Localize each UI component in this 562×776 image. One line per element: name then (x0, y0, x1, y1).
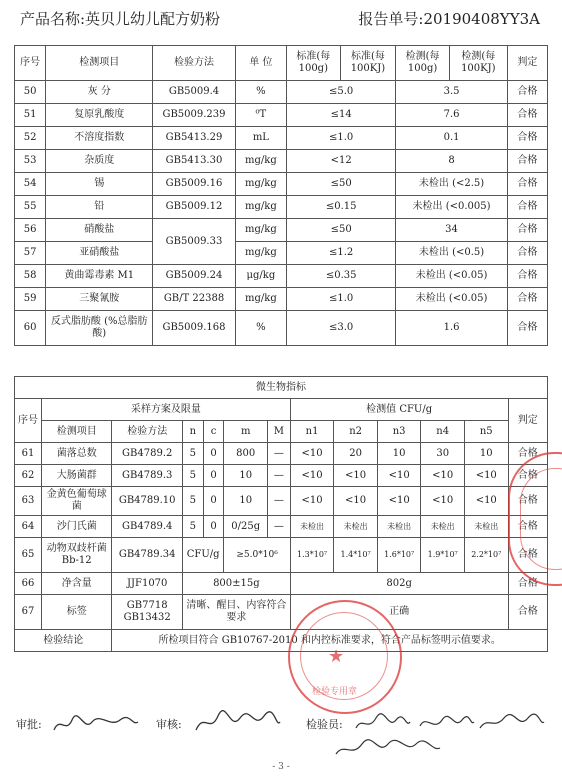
measured-value: <10 (377, 465, 421, 487)
measured-value: <10 (334, 487, 378, 516)
measured-value: 10 (377, 443, 421, 465)
measured-value: 1.3*10⁷ (290, 538, 334, 573)
unit: mg/kg (235, 219, 286, 242)
test-method: GB4789.2 (112, 443, 183, 465)
sampling-n: 5 (182, 487, 203, 516)
row-number: 57 (15, 242, 46, 265)
result-value: 未检出 (<0.05) (396, 265, 507, 288)
table-row (15, 127, 548, 150)
test-item: 黄曲霉毒素 M1 (46, 265, 153, 288)
limit-m: 10 (224, 487, 268, 516)
judgement: 合格 (508, 443, 547, 465)
test-method: GB7718 GB13432 (112, 595, 183, 630)
conclusion-text: 所检项目符合 GB10767-2010 和内控标准要求，符合产品标签明示值要求。 (112, 630, 548, 652)
column-header: 判定 (508, 399, 547, 443)
test-method: GB/T 22388 (153, 288, 236, 311)
standard-value: ≤50 (287, 173, 396, 196)
limit-m: 10 (224, 465, 268, 487)
result-value: 1.6 (396, 311, 507, 346)
column-header: M (267, 421, 290, 443)
row-number: 55 (15, 196, 46, 219)
column-header: 检验方法 (153, 46, 236, 81)
unit: mg/kg (235, 173, 286, 196)
approve-label: 审批: (16, 718, 42, 731)
judgement: 合格 (508, 595, 547, 630)
column-header: 检测项目 (41, 421, 112, 443)
limit-M: — (267, 443, 290, 465)
measured-value: 未检出 (464, 516, 508, 538)
row-number: 56 (15, 219, 46, 242)
unit: % (235, 81, 286, 104)
column-header: n1 (290, 421, 334, 443)
unit: mg/kg (235, 242, 286, 265)
report-header (14, 8, 548, 30)
standard-value: ≤5.0 (287, 81, 396, 104)
microbial-indicators-table (14, 376, 548, 652)
test-method: GB4789.3 (112, 465, 183, 487)
table-row (15, 81, 548, 104)
stamp-label: 检验专用章 (312, 687, 358, 697)
measured-value: <10 (377, 487, 421, 516)
judgement: 合格 (507, 265, 547, 288)
table-row (15, 573, 548, 595)
page-number: - 3 - (272, 762, 290, 772)
inspector-signature-2 (416, 712, 476, 736)
sampling-n: 5 (182, 516, 203, 538)
result-value: 未检出 (<0.5) (396, 242, 507, 265)
result-value: 未检出 (<0.005) (396, 196, 507, 219)
unit: mg/kg (235, 288, 286, 311)
result-value: 7.6 (396, 104, 507, 127)
row-number: 51 (15, 104, 46, 127)
inspector-signature-1 (352, 712, 412, 736)
sampling-c: 0 (203, 443, 224, 465)
test-method: GB4789.34 (112, 538, 183, 573)
measured-value: 未检出 (377, 516, 421, 538)
result-value: 0.1 (396, 127, 507, 150)
result-value: 3.5 (396, 81, 507, 104)
measured-value: <10 (421, 465, 465, 487)
standard-value: ≤1.0 (287, 288, 396, 311)
table-row (15, 173, 548, 196)
table-row (15, 288, 548, 311)
test-item: 动物双歧杆菌 Bb-12 (41, 538, 112, 573)
table-row (15, 443, 548, 465)
test-item: 硝酸盐 (46, 219, 153, 242)
inspector-label: 检验员: (306, 718, 343, 731)
conclusion-label: 检验结论 (15, 630, 112, 652)
column-header: 标准(每100KJ) (340, 46, 396, 81)
sampling-c: 0 (203, 487, 224, 516)
test-item: 标签 (41, 595, 112, 630)
inspector-signature-3 (476, 712, 546, 736)
result-value: 8 (396, 150, 507, 173)
test-method: JJF1070 (112, 573, 183, 595)
limit-M: — (267, 516, 290, 538)
unit: mL (235, 127, 286, 150)
measured-value: <10 (290, 487, 334, 516)
row-number: 66 (15, 573, 42, 595)
column-header: 判定 (507, 46, 547, 81)
test-method: GB5009.168 (153, 311, 236, 346)
column-header: c (203, 421, 224, 443)
judgement: 合格 (507, 150, 547, 173)
table-row (15, 219, 548, 242)
test-item: 金黄色葡萄球菌 (41, 487, 112, 516)
table-row (15, 196, 548, 219)
conclusion-row (15, 630, 548, 652)
table-header-row (15, 399, 548, 421)
judgement: 合格 (507, 104, 547, 127)
table-row (15, 465, 548, 487)
test-item: 沙门氏菌 (41, 516, 112, 538)
test-item: 杂质度 (46, 150, 153, 173)
table-row (15, 538, 548, 573)
test-item: 大肠菌群 (41, 465, 112, 487)
row-number: 58 (15, 265, 46, 288)
inspector-signature-4 (332, 736, 442, 762)
test-method: GB5009.16 (153, 173, 236, 196)
row-number: 61 (15, 443, 42, 465)
measured-value: 1.6*10⁷ (377, 538, 421, 573)
result-value: 未检出 (<0.05) (396, 288, 507, 311)
column-header: m (224, 421, 268, 443)
column-header: n2 (334, 421, 378, 443)
company-seal-edge (508, 452, 562, 586)
review-label: 审核: (156, 718, 182, 731)
limit-m: 800 (224, 443, 268, 465)
judgement: 合格 (507, 81, 547, 104)
unit: mg/kg (235, 150, 286, 173)
test-method: GB5009.4 (153, 81, 236, 104)
unit: mg/kg (235, 196, 286, 219)
result-value: 正确 (290, 595, 508, 630)
test-item: 亚硝酸盐 (46, 242, 153, 265)
test-method: GB4789.10 (112, 487, 183, 516)
approver-signature (50, 712, 140, 738)
table-row (15, 516, 548, 538)
column-header: n5 (464, 421, 508, 443)
row-number: 53 (15, 150, 46, 173)
measured-value: <10 (334, 465, 378, 487)
column-header: 检验方法 (112, 421, 183, 443)
column-header: 单 位 (235, 46, 286, 81)
test-item: 锡 (46, 173, 153, 196)
column-header: n (182, 421, 203, 443)
test-method: GB5009.24 (153, 265, 236, 288)
unit: ⁰T (235, 104, 286, 127)
standard-value: ≤0.35 (287, 265, 396, 288)
judgement: 合格 (508, 465, 547, 487)
test-item: 菌落总数 (41, 443, 112, 465)
unit: μg/kg (235, 265, 286, 288)
row-number: 62 (15, 465, 42, 487)
judgement: 合格 (507, 242, 547, 265)
measured-value: <10 (421, 487, 465, 516)
row-number: 63 (15, 487, 42, 516)
judgement: 合格 (507, 173, 547, 196)
test-method: GB5009.12 (153, 196, 236, 219)
standard-value: 800±15g (182, 573, 290, 595)
row-number: 59 (15, 288, 46, 311)
standard-value: ≤14 (287, 104, 396, 127)
test-method: GB4789.4 (112, 516, 183, 538)
table-row (15, 242, 548, 265)
table-row (15, 265, 548, 288)
limit-m: 0/25g (224, 516, 268, 538)
table-row (15, 150, 548, 173)
chemical-indicators-table (14, 45, 548, 346)
judgement: 合格 (508, 573, 547, 595)
measured-value: 30 (421, 443, 465, 465)
limit-M: — (267, 465, 290, 487)
test-item: 净含量 (41, 573, 112, 595)
measured-value: <10 (464, 487, 508, 516)
test-method: GB5009.239 (153, 104, 236, 127)
limit-M: — (267, 487, 290, 516)
measured-value: 2.2*10⁷ (464, 538, 508, 573)
judgement: 合格 (507, 219, 547, 242)
measured-value: 1.4*10⁷ (334, 538, 378, 573)
table-row (15, 487, 548, 516)
column-header: 检测(每100KJ) (449, 46, 507, 81)
measured-value: 1.9*10⁷ (421, 538, 465, 573)
test-method: GB5009.33 (153, 219, 236, 265)
judgement: 合格 (508, 487, 547, 516)
standard-value: 清晰、醒目、内容符合要求 (182, 595, 290, 630)
judgement: 合格 (508, 516, 547, 538)
limit-m: ≥5.0*10⁶ (224, 538, 290, 573)
column-header: 序号 (15, 46, 46, 81)
row-number: 65 (15, 538, 42, 573)
result-value: 802g (290, 573, 508, 595)
measured-value: 10 (464, 443, 508, 465)
test-item: 灰 分 (46, 81, 153, 104)
table-header-row (15, 421, 548, 443)
judgement: 合格 (507, 196, 547, 219)
test-item: 反式脂肪酸 (%总脂肪酸) (46, 311, 153, 346)
result-value: 未检出 (<2.5) (396, 173, 507, 196)
row-number: 50 (15, 81, 46, 104)
unit: % (235, 311, 286, 346)
measured-value: 未检出 (334, 516, 378, 538)
column-header: 检测项目 (46, 46, 153, 81)
standard-value: ≤0.15 (287, 196, 396, 219)
table-row (15, 311, 548, 346)
standard-value: ≤1.0 (287, 127, 396, 150)
test-item: 三聚氰胺 (46, 288, 153, 311)
row-number: 64 (15, 516, 42, 538)
standard-value: ≤3.0 (287, 311, 396, 346)
sampling-header: 采样方案及限量 (41, 399, 290, 421)
column-header: n4 (421, 421, 465, 443)
sampling-n: 5 (182, 443, 203, 465)
table-header-row (15, 46, 548, 81)
reviewer-signature (192, 710, 282, 738)
measured-value: 未检出 (421, 516, 465, 538)
table-row (15, 104, 548, 127)
standard-value: ≤1.2 (287, 242, 396, 265)
result-value: 34 (396, 219, 507, 242)
judgement: 合格 (507, 288, 547, 311)
standard-value: ≤50 (287, 219, 396, 242)
row-number: 67 (15, 595, 42, 630)
test-item: 复原乳酸度 (46, 104, 153, 127)
column-header: 序号 (15, 399, 42, 443)
test-method: GB5413.29 (153, 127, 236, 150)
signature-area (16, 716, 552, 766)
test-item: 铅 (46, 196, 153, 219)
sampling-n: 5 (182, 465, 203, 487)
sampling-unit: CFU/g (182, 538, 223, 573)
row-number: 54 (15, 173, 46, 196)
product-name: 产品名称:英贝儿幼儿配方奶粉 (20, 10, 221, 28)
company-seal-center: ★ 检验专用章 (288, 600, 402, 714)
table-row (15, 595, 548, 630)
column-header: 标准(每100g) (287, 46, 341, 81)
row-number: 52 (15, 127, 46, 150)
judgement: 合格 (507, 311, 547, 346)
judgement: 合格 (508, 538, 547, 573)
table-title-row (15, 377, 548, 399)
row-number: 60 (15, 311, 46, 346)
sampling-c: 0 (203, 516, 224, 538)
measured-value: <10 (290, 443, 334, 465)
values-header: 检测值 CFU/g (290, 399, 508, 421)
measured-value: <10 (290, 465, 334, 487)
column-header: n3 (377, 421, 421, 443)
sampling-c: 0 (203, 465, 224, 487)
measured-value: <10 (464, 465, 508, 487)
test-method: GB5413.30 (153, 150, 236, 173)
report-number: 报告单号:20190408YY3A (358, 10, 540, 28)
judgement: 合格 (507, 127, 547, 150)
measured-value: 20 (334, 443, 378, 465)
table-title: 微生物指标 (15, 377, 548, 399)
column-header: 检测(每100g) (396, 46, 450, 81)
standard-value: <12 (287, 150, 396, 173)
measured-value: 未检出 (290, 516, 334, 538)
test-item: 不溶度指数 (46, 127, 153, 150)
